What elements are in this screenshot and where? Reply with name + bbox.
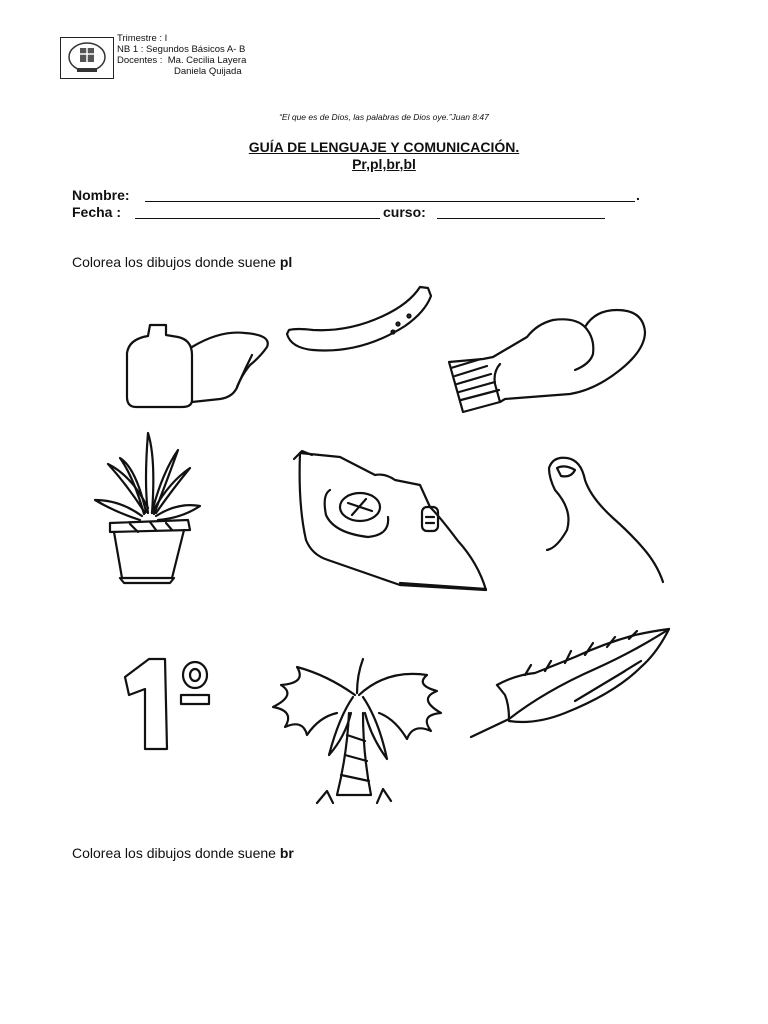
- potted-plant-icon[interactable]: [90, 428, 205, 588]
- bottle-bag-icon[interactable]: [120, 315, 280, 415]
- page-title: GUÍA DE LENGUAJE Y COMUNICACIÓN.: [248, 139, 520, 155]
- instruction-sound: pl: [279, 254, 293, 270]
- feather-icon[interactable]: [465, 625, 675, 745]
- picture-grid: [85, 270, 685, 815]
- teachers-label: Docentes : Ma. Cecilia Layera: [117, 55, 247, 66]
- name-line-end: .: [636, 187, 640, 203]
- instruction-sound: br: [279, 845, 294, 861]
- thumb-icon[interactable]: [535, 450, 675, 590]
- first-place-icon[interactable]: [115, 655, 215, 755]
- iron-icon[interactable]: [290, 445, 490, 600]
- bible-quote: “El que es de Dios, las palabras de Dios oye.”Juan 8:47: [279, 112, 489, 122]
- instruction-br: [72, 845, 294, 861]
- teacher-second-name: Daniela Quijada: [174, 66, 242, 77]
- instruction-text: Colorea los dibujos donde suene: [72, 254, 280, 270]
- level-label: NB 1 : Segundos Básicos A- B: [117, 44, 246, 55]
- worksheet-header: [117, 33, 246, 77]
- term-label: Trimestre : I: [117, 33, 168, 44]
- date-label: Fecha :: [72, 204, 122, 220]
- mitten-icon[interactable]: [445, 302, 655, 417]
- date-field-line[interactable]: [135, 218, 380, 219]
- banana-icon[interactable]: [283, 282, 443, 357]
- name-field-line[interactable]: [145, 201, 635, 202]
- school-crest-icon: [61, 38, 113, 78]
- instruction-text: Colorea los dibujos donde suene: [72, 845, 280, 861]
- school-logo: [60, 37, 114, 79]
- palm-tree-icon[interactable]: [267, 655, 447, 807]
- course-label: curso:: [383, 204, 426, 220]
- page-subtitle: Pr,pl,br,bl: [352, 156, 416, 172]
- name-label: Nombre:: [72, 187, 130, 203]
- course-field-line[interactable]: [437, 218, 605, 219]
- instruction-pl: [72, 254, 292, 270]
